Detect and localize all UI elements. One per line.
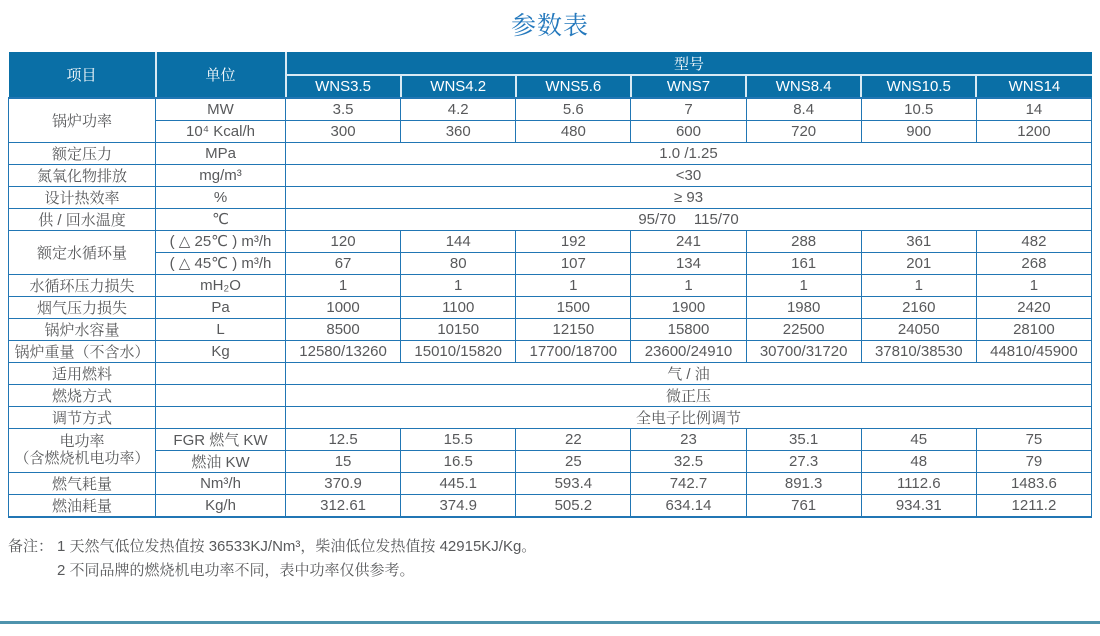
value-cell: 161 — [746, 252, 861, 274]
value-cell: 48 — [861, 450, 976, 472]
value-cell: 1100 — [401, 296, 516, 318]
value-text: 95/70 — [638, 210, 676, 228]
bottom-divider — [0, 621, 1100, 624]
value-cell: 8.4 — [746, 98, 861, 120]
footnote-prefix: 备注： — [8, 537, 54, 555]
table-row — [9, 274, 1092, 296]
value-cell: 761 — [746, 494, 861, 517]
value-cell: 720 — [746, 120, 861, 142]
value-cell: 1 — [746, 274, 861, 296]
value-cell: 312.61 — [286, 494, 401, 517]
value-cell: 25 — [516, 450, 631, 472]
value-cell: 288 — [746, 230, 861, 252]
column-header-model-group: 型号 — [286, 52, 1092, 75]
value-cell: 600 — [631, 120, 746, 142]
unit-cell: 燃油 KW — [156, 450, 286, 472]
value-cell: 15010/15820 — [401, 340, 516, 362]
column-header-unit: 单位 — [156, 52, 286, 98]
value-cell: 1 — [631, 274, 746, 296]
table-row — [9, 186, 1092, 208]
value-cell: 268 — [976, 252, 1091, 274]
value-cell: 134 — [631, 252, 746, 274]
unit-cell: MPa — [156, 142, 286, 164]
column-header-model: WNS4.2 — [401, 75, 516, 98]
value-cell: 12150 — [516, 318, 631, 340]
column-header-item: 项目 — [9, 52, 156, 98]
value-cell-span: 1.0 /1.25 — [286, 142, 1092, 164]
value-cell: 10.5 — [861, 98, 976, 120]
footnote-item: 1 天然气低位发热值按 36533KJ/Nm³，柴油低位发热值按 42915KJ/Kg。 — [57, 537, 537, 555]
value-cell: 7 — [631, 98, 746, 120]
value-cell: 1211.2 — [976, 494, 1091, 517]
footnote-lines — [57, 535, 536, 583]
value-cell: 1 — [516, 274, 631, 296]
value-cell-span: <30 — [286, 164, 1092, 186]
value-cell: 2160 — [861, 296, 976, 318]
row-label: 额定水循环量 — [9, 230, 156, 274]
value-cell: 14 — [976, 98, 1091, 120]
value-cell: 32.5 — [631, 450, 746, 472]
row-label: 烟气压力损失 — [9, 296, 156, 318]
value-cell: 1900 — [631, 296, 746, 318]
unit-cell: Pa — [156, 296, 286, 318]
value-cell: 15 — [286, 450, 401, 472]
value-cell: 241 — [631, 230, 746, 252]
value-cell: 107 — [516, 252, 631, 274]
unit-cell: L — [156, 318, 286, 340]
table-row — [9, 472, 1092, 494]
unit-cell: mg/m³ — [156, 164, 286, 186]
value-cell: 17700/18700 — [516, 340, 631, 362]
row-label — [9, 428, 156, 472]
table-row — [9, 164, 1092, 186]
table-row — [9, 428, 1092, 450]
column-header-model: WNS7 — [631, 75, 746, 98]
unit-cell — [156, 406, 286, 428]
value-cell: 1500 — [516, 296, 631, 318]
value-cell: 1200 — [976, 120, 1091, 142]
page-title: 参数表 — [510, 12, 589, 40]
row-label-line2: （含燃烧机电功率） — [14, 450, 150, 467]
value-cell: 15.5 — [401, 428, 516, 450]
unit-cell: Nm³/h — [156, 472, 286, 494]
value-cell: 505.2 — [516, 494, 631, 517]
row-label: 燃油耗量 — [9, 494, 156, 517]
parameter-table — [8, 52, 1092, 518]
column-header-model: WNS8.4 — [746, 75, 861, 98]
table-row — [9, 296, 1092, 318]
unit-cell: mH₂O — [156, 274, 286, 296]
value-cell: 35.1 — [746, 428, 861, 450]
value-cell: 45 — [861, 428, 976, 450]
value-cell: 370.9 — [286, 472, 401, 494]
value-cell: 360 — [401, 120, 516, 142]
value-cell: 374.9 — [401, 494, 516, 517]
value-cell: 480 — [516, 120, 631, 142]
value-cell: 75 — [976, 428, 1091, 450]
unit-cell: ( △ 25℃ ) m³/h — [156, 230, 286, 252]
value-cell: 201 — [861, 252, 976, 274]
value-cell: 1483.6 — [976, 472, 1091, 494]
value-cell: 1 — [976, 274, 1091, 296]
value-cell: 900 — [861, 120, 976, 142]
value-cell: 2420 — [976, 296, 1091, 318]
value-cell: 144 — [401, 230, 516, 252]
value-cell: 891.3 — [746, 472, 861, 494]
row-label: 燃烧方式 — [9, 384, 156, 406]
value-cell: 361 — [861, 230, 976, 252]
row-label: 供 / 回水温度 — [9, 208, 156, 230]
value-cell: 742.7 — [631, 472, 746, 494]
table-row — [9, 142, 1092, 164]
value-cell: 15800 — [631, 318, 746, 340]
value-cell: 23600/24910 — [631, 340, 746, 362]
value-cell: 10150 — [401, 318, 516, 340]
table-body — [9, 98, 1092, 517]
footnotes — [8, 535, 1100, 583]
column-header-model: WNS10.5 — [861, 75, 976, 98]
value-cell: 445.1 — [401, 472, 516, 494]
row-label: 氮氧化物排放 — [9, 164, 156, 186]
value-cell: 22 — [516, 428, 631, 450]
table-row — [9, 252, 1092, 274]
value-cell: 1 — [861, 274, 976, 296]
value-cell: 1 — [286, 274, 401, 296]
value-cell-span: 全电子比例调节 — [286, 406, 1092, 428]
value-cell-span: 气 / 油 — [286, 362, 1092, 384]
value-cell: 300 — [286, 120, 401, 142]
value-cell: 22500 — [746, 318, 861, 340]
value-text: 115/70 — [693, 210, 739, 228]
value-cell: 30700/31720 — [746, 340, 861, 362]
table-row — [9, 362, 1092, 384]
value-cell: 1 — [401, 274, 516, 296]
value-cell: 12.5 — [286, 428, 401, 450]
value-cell: 8500 — [286, 318, 401, 340]
row-label: 设计热效率 — [9, 186, 156, 208]
table-row — [9, 98, 1092, 120]
value-cell: 120 — [286, 230, 401, 252]
unit-cell: Kg — [156, 340, 286, 362]
unit-cell: % — [156, 186, 286, 208]
value-cell: 37810/38530 — [861, 340, 976, 362]
value-cell: 3.5 — [286, 98, 401, 120]
row-label: 燃气耗量 — [9, 472, 156, 494]
value-cell: 934.31 — [861, 494, 976, 517]
unit-cell: MW — [156, 98, 286, 120]
table-row — [9, 384, 1092, 406]
unit-cell: FGR 燃气 KW — [156, 428, 286, 450]
column-header-model: WNS14 — [976, 75, 1091, 98]
row-label: 锅炉功率 — [9, 98, 156, 142]
value-cell: 67 — [286, 252, 401, 274]
unit-cell — [156, 362, 286, 384]
value-cell: 1980 — [746, 296, 861, 318]
table-header — [9, 52, 1092, 98]
value-cell: 12580/13260 — [286, 340, 401, 362]
row-label-line1: 电功率 — [59, 432, 105, 450]
table-row — [9, 120, 1092, 142]
value-cell-span — [286, 208, 1092, 230]
unit-cell: 10⁴ Kcal/h — [156, 120, 286, 142]
unit-cell: ( △ 45℃ ) m³/h — [156, 252, 286, 274]
value-cell: 482 — [976, 230, 1091, 252]
value-cell: 23 — [631, 428, 746, 450]
header-row-groups — [9, 52, 1092, 75]
table-row — [9, 494, 1092, 517]
table-row — [9, 340, 1092, 362]
column-header-model: WNS5.6 — [516, 75, 631, 98]
table-row — [9, 450, 1092, 472]
value-cell: 79 — [976, 450, 1091, 472]
unit-cell: Kg/h — [156, 494, 286, 517]
row-label: 调节方式 — [9, 406, 156, 428]
row-label: 锅炉水容量 — [9, 318, 156, 340]
value-cell: 44810/45900 — [976, 340, 1091, 362]
value-cell: 28100 — [976, 318, 1091, 340]
table-row — [9, 208, 1092, 230]
unit-cell — [156, 384, 286, 406]
row-label: 锅炉重量（不含水） — [9, 340, 156, 362]
table-row — [9, 406, 1092, 428]
unit-cell: ℃ — [156, 208, 286, 230]
value-cell: 634.14 — [631, 494, 746, 517]
value-cell: 593.4 — [516, 472, 631, 494]
value-cell: 1112.6 — [861, 472, 976, 494]
value-cell: 5.6 — [516, 98, 631, 120]
table-row — [9, 230, 1092, 252]
table-row — [9, 318, 1092, 340]
footnote-item: 2 不同品牌的燃烧机电功率不同，表中功率仅供参考。 — [57, 561, 415, 579]
column-header-model: WNS3.5 — [286, 75, 401, 98]
value-cell: 192 — [516, 230, 631, 252]
value-cell-span: 微正压 — [286, 384, 1092, 406]
value-cell: 80 — [401, 252, 516, 274]
row-label: 额定压力 — [9, 142, 156, 164]
value-cell: 4.2 — [401, 98, 516, 120]
value-cell-span: ≥ 93 — [286, 186, 1092, 208]
value-cell: 16.5 — [401, 450, 516, 472]
value-cell: 24050 — [861, 318, 976, 340]
value-cell: 27.3 — [746, 450, 861, 472]
row-label: 水循环压力损失 — [9, 274, 156, 296]
row-label: 适用燃料 — [9, 362, 156, 384]
value-cell: 1000 — [286, 296, 401, 318]
